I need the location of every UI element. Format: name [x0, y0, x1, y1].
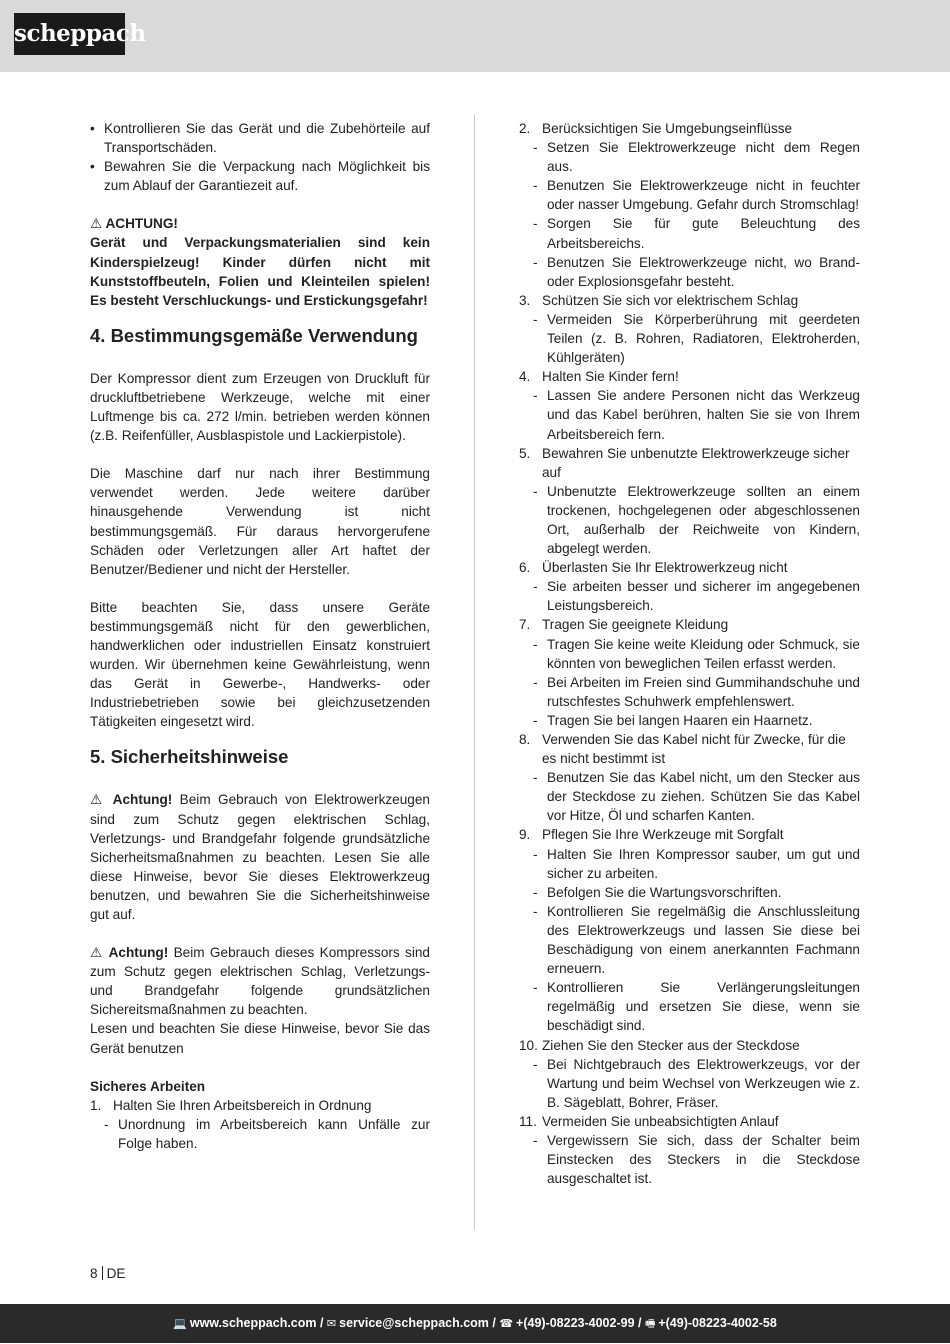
website-link[interactable]: www.scheppach.com [189, 1316, 317, 1330]
list-item: - Unordnung im Arbeitsbereich kann Unfälle zur Folge haben. [104, 1116, 430, 1151]
list-item: - Benutzen Sie das Kabel nicht, um den Stecker aus der Steckdose zu ziehen. Schützen Sie das Kabel vor Hitze, Öl und scharfen Kanten. [533, 770, 860, 824]
warning-label: ⚠ Achtung! [90, 945, 169, 961]
list-item: - Benutzen Sie Elektrowerkzeuge nicht, wo Brand- oder Explosionsgefahr besteht. [533, 254, 860, 289]
list-item: - Sorgen Sie für gute Beleuchtung des Arbeitsbereichs. [533, 216, 860, 251]
section-5-heading: 5. Sicherheitshinweise [90, 746, 289, 768]
list-item: - Vermeiden Sie Körperberührung mit geerdeten Teilen (z. B. Rohren, Radiatoren, Elektroherden, Kühlgeräten) [533, 311, 860, 366]
list-item: 10. Ziehen Sie den Stecker aus der Steckdose [519, 1037, 800, 1053]
page-number: 8 DE [90, 1266, 126, 1281]
paragraph: ⚠ Achtung! Beim Gebrauch von Elektrowerkzeugen sind zum Schutz gegen elektrischen Schlag, Verletzungs- und Brandgefahr folgende grundsätzliche Sicherheitsmaßnahmen zu beachten. Lesen Sie alle diese Hinweise, bevor Sie dieses Elektrowerkzeug benutzen, und bewahren Sie die Sicherheitshinweise gut auf. [90, 792, 430, 922]
list-item: - Benutzen Sie Elektrowerkzeuge nicht in feuchter oder nasser Umgebung. Gefahr durch Stromschlag! [533, 178, 860, 213]
list-item: 1. Halten Sie Ihren Arbeitsbereich in Ordnung [90, 1097, 372, 1113]
list-item: - Kontrollieren Sie Verlängerungsleitungen regelmäßig und ersetzen Sie diese, wenn sie beschädigt sind. [533, 980, 860, 1034]
list-item: 2. Berücksichtigen Sie Umgebungseinflüsse [519, 121, 793, 136]
paragraph: Bitte beachten Sie, dass unsere Geräte bestimmungsgemäß nicht für den gewerblichen, handwerklichen oder industriellen Einsatz konstruiert wurden. Wir übernehmen keine Gewährleistung, wenn das Gerät in Gewerbe-, Handwerks- oder Industriebetrieben sowie bei gleichzusetzenden Tätigkeiten eingesetzt wird. [90, 599, 430, 730]
warning-text: Gerät und Verpackungsmaterialien sind kein Kinderspielzeug! Kinder dürfen nicht mit Kunststoffbeuteln, Folien und Kleinteilen spielen! Es besteht Verschluckungs- und Erstickungsgefahr! [90, 235, 430, 308]
warning-title: ⚠ ACHTUNG! [90, 216, 178, 232]
paragraph: ⚠ Achtung! Beim Gebrauch dieses Kompressors sind zum Schutz gegen elektrischen Schlag, Verletzungs- und Brandgefahr folgende grundsätzlichen Sichereitsmaßnahmen zu beachten. [90, 945, 430, 1018]
subheading: Sicheres Arbeiten [90, 1078, 206, 1094]
right-column [519, 119, 860, 1188]
fax-number: +(49)-08223-4002-58 [658, 1316, 777, 1330]
list-item: - Halten Sie Ihren Kompressor sauber, um gut und sicher zu arbeiten. [533, 846, 860, 881]
paragraph: Die Maschine darf nur nach ihrer Bestimmung verwendet werden. Jede weitere darüber hinausgehende Verwendung ist nicht bestimmungsgemäß. Für daraus hervorgerufene Schäden oder Verletzungen aller Art haftet der Benutzer/Bediener und nicht der Hersteller. [90, 466, 430, 577]
computer-icon: 💻 [173, 1318, 187, 1330]
list-item: 4. Halten Sie Kinder fern! [519, 369, 679, 385]
left-column [90, 119, 430, 1153]
list-item: - Vergewissern Sie sich, dass der Schalter beim Einstecken des Steckers in die Steckdose ausgeschaltet ist. [533, 1132, 860, 1187]
mail-icon: ✉ [326, 1318, 337, 1330]
list-item: 3. Schützen Sie sich vor elektrischem Schlag [519, 292, 799, 308]
scheppach-logo: scheppach [14, 13, 125, 55]
phone-icon: ☎ [499, 1318, 514, 1330]
fax-icon: 🖷 [644, 1318, 656, 1330]
paragraph: Der Kompressor dient zum Erzeugen von Druckluft für druckluftbetriebene Werkzeuge, welche mit einer Luftmenge bis ca. 272 l/min. betrieben werden können (z.B. Reifenfüller, Ausblaspistole und Lackierpistole). [90, 370, 430, 444]
list-item: - Tragen Sie keine weite Kleidung oder Schmuck, sie könnten von beweglichen Teilen erfasst werden. [533, 636, 860, 671]
footer-bar: 💻 www.scheppach.com / ✉ service@scheppach.com / ☎ +(49)-08223-4002-99 / 🖷 +(49)-08223-4002-58 [0, 1304, 950, 1343]
list-item: - Befolgen Sie die Wartungsvorschriften. [533, 884, 782, 900]
list-item: - Kontrollieren Sie regelmäßig die Anschlussleitung des Elektrowerkzeugs und lassen Sie diese bei Beschädigung von einem anerkannten Fachmann erneuern. [533, 903, 860, 977]
list-item: 6. Überlasten Sie Ihr Elektrowerkzeug nicht [519, 560, 788, 576]
list-item: 5. Bewahren Sie unbenutzte Elektrowerkzeuge sicher auf [519, 445, 850, 480]
list-item: - Setzen Sie Elektrowerkzeuge nicht dem Regen aus. [533, 140, 860, 175]
paragraph: Lesen und beachten Sie diese Hinweise, bevor Sie das Gerät benutzen [90, 1021, 430, 1056]
header-bar [0, 0, 950, 72]
list-item: - Tragen Sie bei langen Haaren ein Haarnetz. [533, 712, 813, 728]
list-item: 8. Verwenden Sie das Kabel nicht für Zwecke, für die es nicht bestimmt ist [519, 732, 846, 767]
list-item: - Bei Arbeiten im Freien sind Gummihandschuhe und rutschfestes Schuhwerk empfehlenswert. [533, 674, 860, 709]
list-item: - Sie arbeiten besser und sicherer im angegebenen Leistungsbereich. [533, 579, 860, 614]
list-item: 7. Tragen Sie geeignete Kleidung [519, 617, 729, 633]
list-item: - Unbenutzte Elektrowerkzeuge sollten an einem trockenen, hochgelegenen oder abgeschlossenen Ort, außerhalb der Reichweite von Kindern, abgelegt werden. [533, 483, 860, 557]
email-link[interactable]: service@scheppach.com [339, 1316, 489, 1330]
list-item: - Lassen Sie andere Personen nicht das Werkzeug und das Kabel berühren, halten Sie sie von Ihrem Arbeitsbereich fern. [533, 388, 860, 442]
phone-number: +(49)-08223-4002-99 [516, 1316, 635, 1330]
list-item: • Bewahren Sie die Verpackung nach Möglichkeit bis zum Ablauf der Garantiezeit auf. [90, 159, 430, 194]
list-item: • Kontrollieren Sie das Gerät und die Zubehörteile auf Transportschäden. [90, 121, 430, 156]
list-item: - Bei Nichtgebrauch des Elektrowerkzeugs, vor der Wartung und beim Wechsel von Werkzeugen wie z. B. Sägeblatt, Bohrer, Fräser. [533, 1056, 860, 1110]
section-4-heading: 4. Bestimmungsgemäße Verwendung [90, 324, 418, 346]
column-divider [474, 115, 475, 1230]
warning-label: ⚠ Achtung! [90, 792, 173, 808]
list-item: 11. Vermeiden Sie unbeabsichtigten Anlauf [519, 1113, 779, 1129]
list-item: 9. Pflegen Sie Ihre Werkzeuge mit Sorgfalt [519, 827, 784, 843]
